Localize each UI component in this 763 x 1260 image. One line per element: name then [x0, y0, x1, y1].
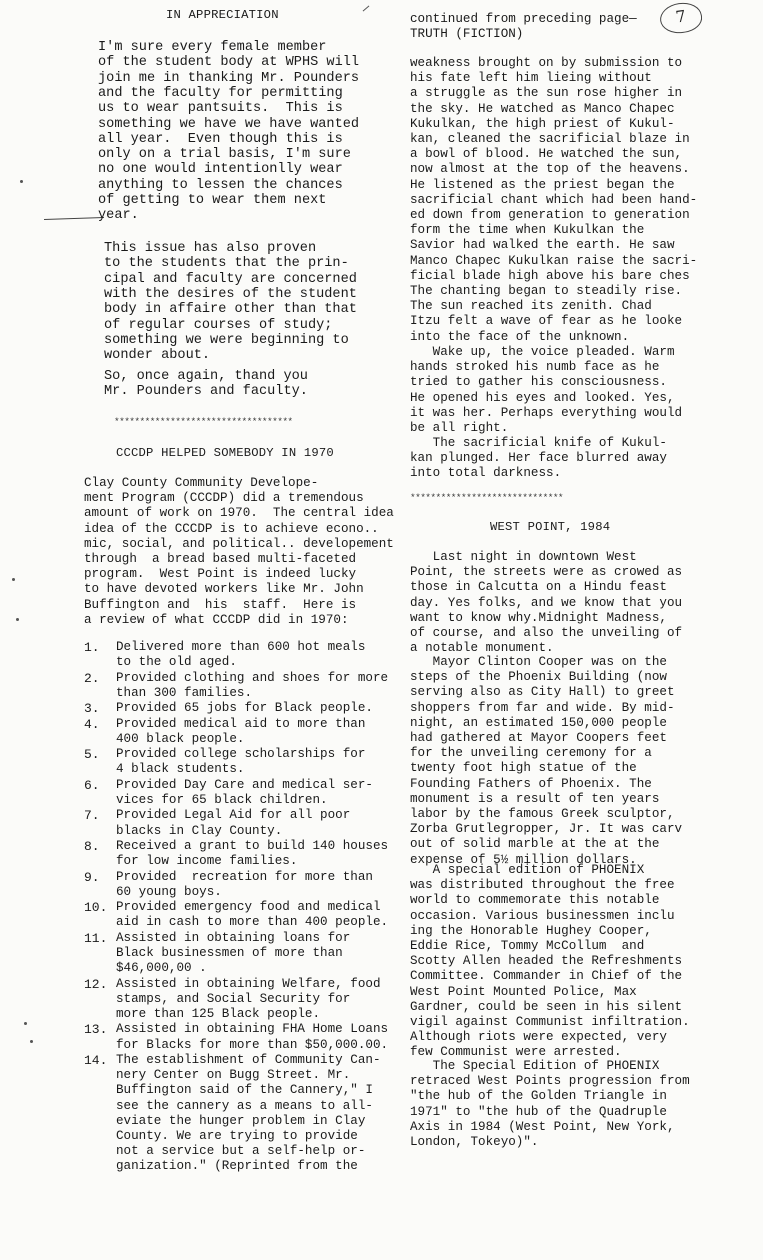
list-item-text: stamps, and Social Security for — [116, 991, 351, 1006]
text-line: all year. Even though this is — [98, 131, 343, 147]
text-line: kan, cleaned the sacrificial blaze in — [410, 132, 690, 146]
text-line: wonder about. — [104, 348, 211, 364]
punch-dot — [24, 1022, 27, 1025]
text-line: Mayor Clinton Cooper was on the — [410, 655, 667, 669]
truth-heading: TRUTH (FICTION) — [410, 27, 524, 41]
text-line: day. Yes folks, and we know that you — [410, 595, 683, 610]
text-line: of getting to wear them next — [98, 193, 327, 208]
text-line: idea of the CCCDP is to achieve econo.. — [84, 521, 379, 536]
text-line: twenty foot high statue of the — [410, 761, 637, 776]
list-item-text: Buffington said of the Cannery," I — [116, 1083, 373, 1098]
list-item-text: Provided college scholarships for — [116, 747, 366, 762]
text-line: was distributed throughout the free — [410, 878, 675, 893]
text-line: hands stroked his numb face as he — [410, 360, 660, 375]
list-item-text: than 300 families. — [116, 685, 253, 700]
text-line: steps of the Phoenix Building (now — [410, 670, 667, 685]
text-line: had gathered at Mayor Coopers feet — [410, 731, 667, 745]
text-line: Buffington and his staff. Here is — [84, 597, 357, 612]
list-item-number: 1. — [84, 640, 100, 655]
list-item-text: Assisted in obtaining Welfare, food — [116, 976, 381, 991]
list-item-text: Provided Day Care and medical ser- — [116, 777, 373, 792]
text-line: Kukulkan, the high priest of Kukul- — [410, 116, 675, 131]
list-item-text: Provided medical aid to more than — [116, 716, 366, 731]
text-line: Point, the streets were as crowed as — [410, 565, 683, 580]
text-line: year. — [98, 208, 139, 224]
text-line: program. West Point is indeed lucky — [84, 567, 357, 582]
punch-dot — [30, 1040, 33, 1043]
text-line: I'm sure every female member — [98, 40, 327, 55]
list-item-text: Black businessmen of more than — [116, 945, 343, 960]
text-line: form the time when Kukulkan the — [410, 223, 645, 238]
text-line: Wake up, the voice pleaded. Warm — [410, 345, 675, 359]
list-item-text: Provided clothing and shoes for more — [116, 670, 389, 685]
list-item-number: 11. — [84, 930, 108, 946]
list-item-number: 6. — [84, 777, 100, 793]
text-line: it was her. Perhaps everything would — [410, 405, 683, 420]
text-line: Manco Chapec Kukulkan raise the sacri- — [410, 253, 698, 268]
text-line: serving also as City Hall) to greet — [410, 685, 675, 700]
text-line: Zorba Grutlegropper, Jr. It was carv — [410, 822, 683, 837]
text-line: for the unveiling ceremony for a — [410, 746, 652, 761]
list-item-text: 4 black students. — [116, 762, 245, 777]
text-line: Committee. Commander in Chief of the — [410, 969, 683, 984]
text-line: us to wear pantsuits. This is — [98, 101, 343, 117]
text-line: Eddie Rice, Tommy McCollum and — [410, 939, 645, 953]
section-separator: *********************************** — [114, 416, 293, 427]
list-item-number: 2. — [84, 670, 100, 686]
text-line: into total darkness. — [410, 466, 562, 481]
list-item-text: $46,000,00 . — [116, 961, 207, 976]
list-item-text: blacks in Clay County. — [116, 823, 283, 838]
text-line: his fate left him lieing without — [410, 71, 652, 86]
list-item-text: vices for 65 black children. — [116, 792, 328, 807]
text-line: expense of 5½ million dollars. — [410, 852, 637, 867]
text-line: world to commemorate this notable — [410, 893, 660, 908]
text-line: "the hub of the Golden Triangle in — [410, 1089, 667, 1104]
text-line: a review of what CCCDP did in 1970: — [84, 612, 349, 627]
text-line: no one would intentionlly wear — [98, 162, 343, 178]
punch-dot — [12, 578, 15, 581]
text-line: out of solid marble at the at the — [410, 837, 660, 852]
list-item-text: Delivered more than 600 hot meals — [116, 640, 366, 654]
text-line: Savior had walked the earth. He saw — [410, 238, 675, 253]
text-line: join me in thanking Mr. Pounders — [98, 70, 360, 86]
text-line: of the student body at WPHS will — [98, 55, 360, 71]
text-line: ment Program (CCCDP) did a tremendous — [84, 491, 364, 506]
list-item-text: more than 125 Black people. — [116, 1006, 321, 1021]
list-item-number: 8. — [84, 839, 100, 854]
text-line: ed down from generation to generation — [410, 208, 690, 222]
text-line: through a bread based multi-faceted — [84, 552, 357, 566]
list-item-text: Received a grant to build 140 houses — [116, 839, 389, 853]
continued-note: continued from preceding page— — [410, 12, 637, 26]
appreciation-heading: IN APPRECIATION — [166, 8, 279, 22]
text-line: of regular courses of study; — [104, 317, 333, 333]
text-line: be all right. — [410, 421, 509, 435]
text-line: a struggle as the sun rose higher in — [410, 86, 683, 101]
list-item-text: see the cannery as a means to all- — [116, 1098, 373, 1113]
text-line: monument is a result of ten years — [410, 791, 660, 806]
page-number: 7 — [658, 0, 704, 36]
text-line: want to know why.Midnight Madness, — [410, 610, 667, 625]
text-line: sacrificial chant which had been hand- — [410, 192, 698, 207]
punch-dot — [16, 618, 19, 621]
text-line: to have devoted workers like Mr. John — [84, 582, 364, 597]
list-item-text: 400 black people. — [116, 731, 245, 746]
list-item-text: Assisted in obtaining FHA Home Loans — [116, 1022, 389, 1037]
list-item-text: Assisted in obtaining loans for — [116, 930, 351, 945]
text-line: cipal and faculty are concerned — [104, 271, 357, 287]
text-line: ficial blade high above his bare ches — [410, 268, 690, 283]
text-line: something we were beginning to — [104, 332, 349, 348]
section-separator: ****************************** — [410, 492, 564, 503]
cccdp-heading: CCCDP HELPED SOMEBODY IN 1970 — [116, 446, 334, 460]
pen-underline-mark — [44, 217, 104, 220]
text-line: a bowl of blood. He watched the sun, — [410, 147, 683, 162]
text-line: Although riots were expected, very — [410, 1030, 667, 1045]
text-line: The sun reached its zenith. Chad — [410, 299, 652, 314]
text-line: This issue has also proven — [104, 241, 317, 256]
text-line: body in affaire other than that — [104, 302, 357, 318]
text-line: Itzu felt a wave of fear as he looke — [410, 314, 683, 329]
list-item-number: 14. — [84, 1053, 108, 1068]
list-item-text: for Blacks for more than $50,000.00. — [116, 1037, 389, 1052]
text-line: Axis in 1984 (West Point, New York, — [410, 1119, 675, 1134]
list-item-text: for low income families. — [116, 854, 298, 869]
cccdp-list — [84, 640, 404, 1180]
list-item-text: to the old aged. — [116, 655, 237, 670]
list-item-text: nery Center on Bugg Street. Mr. — [116, 1068, 351, 1083]
list-item-text: not a service but a self-help or- — [116, 1144, 366, 1159]
text-line: of course, and also the unveiling of — [410, 626, 683, 640]
text-line: The sacrificial knife of Kukul- — [410, 436, 667, 450]
text-line: Mr. Pounders and faculty. — [104, 384, 308, 400]
text-line: a notable monument. — [410, 641, 554, 656]
list-item-text: Provided Legal Aid for all poor — [116, 808, 351, 823]
text-line: mic, social, and political.. developement — [84, 536, 394, 551]
list-item-number: 9. — [84, 869, 100, 885]
text-line: So, once again, thand you — [104, 369, 308, 384]
text-line: occasion. Various businessmen inclu — [410, 908, 675, 923]
punch-dot — [20, 180, 23, 183]
list-item-text: Provided emergency food and medical — [116, 900, 381, 915]
text-line: and the faculty for permitting — [98, 85, 343, 101]
list-item-number: 3. — [84, 701, 100, 717]
text-line: tried to gather his consciousness. — [410, 375, 667, 390]
text-line: 1971" to "the hub of the Quadruple — [410, 1104, 667, 1119]
text-line: those in Calcutta on a Hindu feast — [410, 580, 667, 595]
text-line: anything to lessen the chances — [98, 177, 343, 193]
text-line: vigil against Communist infiltration. — [410, 1015, 690, 1029]
text-line: amount of work on 1970. The central idea — [84, 506, 394, 521]
text-line: labor by the famous Greek sculptor, — [410, 807, 675, 821]
text-line: now almost at the top of the heavens. — [410, 162, 690, 177]
list-item-text: ganization." (Reprinted from the — [116, 1159, 358, 1174]
list-item-number: 13. — [84, 1022, 108, 1038]
list-item-text: County. We are trying to provide — [116, 1129, 358, 1143]
text-line: ing the Honorable Hughey Cooper, — [410, 923, 652, 938]
list-item-number: 12. — [84, 976, 108, 992]
list-item-text: eviate the hunger problem in Clay — [116, 1113, 366, 1128]
list-item-text: aid in cash to more than 400 people. — [116, 915, 389, 930]
list-item-number: 7. — [84, 808, 100, 824]
text-line: with the desires of the student — [104, 286, 357, 302]
text-line: Last night in downtown West — [410, 550, 637, 564]
list-item-number: 4. — [84, 716, 100, 732]
text-line: the sky. He watched as Manco Chapec — [410, 101, 675, 116]
text-line: West Point Mounted Police, Max — [410, 984, 637, 999]
list-item-text: Provided recreation for more than — [116, 869, 373, 884]
list-item-text: The establishment of Community Can- — [116, 1053, 381, 1067]
text-line: few Communist were arrested. — [410, 1045, 622, 1060]
text-line: night, an estimated 150,000 people — [410, 715, 667, 730]
text-line: Scotty Allen headed the Refreshments — [410, 954, 683, 969]
text-line: into the face of the unknown. — [410, 329, 630, 344]
text-line: only on a trial basis, I'm sure — [98, 147, 351, 163]
pen-tick-mark — [363, 6, 370, 12]
text-line: He opened his eyes and looked. Yes, — [410, 390, 675, 405]
text-line: to the students that the prin- — [104, 256, 349, 272]
list-item-text: Provided 65 jobs for Black people. — [116, 701, 373, 716]
text-line: something we have we have wanted — [98, 116, 360, 132]
list-item-number: 5. — [84, 747, 100, 763]
text-line: kan plunged. Her face blurred away — [410, 451, 667, 466]
text-line: London, Tokeyo)". — [410, 1135, 539, 1149]
text-line: Gardner, could be seen in his silent — [410, 999, 683, 1014]
westpoint-heading: WEST POINT, 1984 — [490, 520, 611, 534]
text-line: Founding Fathers of Phoenix. The — [410, 776, 652, 791]
text-line: A special edition of PHOENIX — [410, 863, 645, 877]
text-line: The Special Edition of PHOENIX — [410, 1059, 660, 1073]
text-line: The chanting began to steadily rise. — [410, 284, 683, 298]
list-item-text: 60 young boys. — [116, 884, 222, 899]
list-item-number: 10. — [84, 900, 108, 916]
text-line: weakness brought on by submission to — [410, 56, 683, 70]
text-line: shoppers from far and wide. By mid- — [410, 700, 675, 715]
text-line: He listened as the priest began the — [410, 177, 675, 192]
text-line: Clay County Community Develope- — [84, 476, 319, 490]
text-line: retraced West Points progression from — [410, 1074, 690, 1089]
